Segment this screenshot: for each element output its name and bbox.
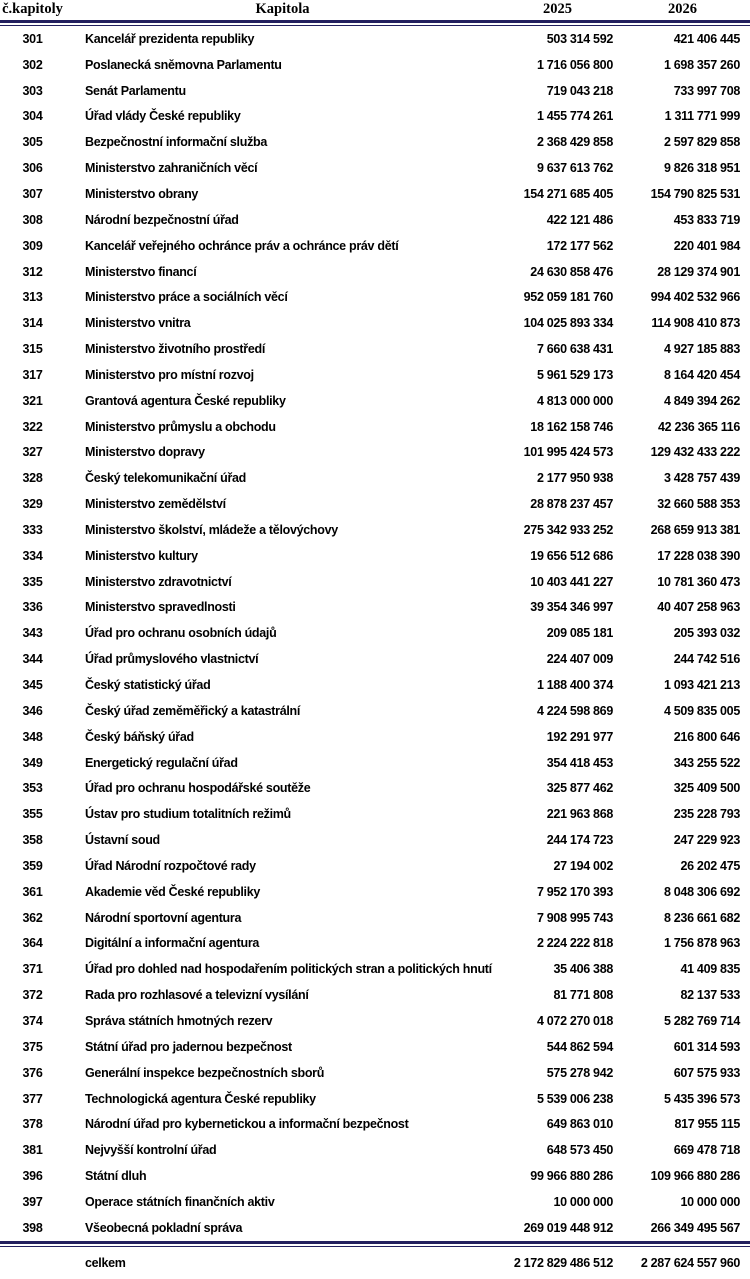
cell-2026: 325 409 500	[673, 781, 740, 796]
cell-2025: 10 403 441 227	[530, 574, 613, 589]
table-row	[0, 956, 750, 982]
table-row	[0, 801, 750, 827]
table-row	[0, 931, 750, 957]
cell-2026: 129 432 433 222	[650, 445, 740, 460]
cell-chapter-name: Ministerstvo pro místní rozvoj	[85, 367, 254, 382]
cell-2025: 5 961 529 173	[536, 367, 613, 382]
cell-2026: 42 236 365 116	[657, 419, 740, 434]
cell-chapter-number: 361	[22, 884, 43, 899]
cell-chapter-name: Národní sportovní agentura	[85, 910, 242, 925]
cell-chapter-name: Generální inspekce bezpečnostních sborů	[85, 1065, 325, 1080]
cell-chapter-number: 349	[22, 755, 43, 770]
cell-chapter-number: 313	[22, 290, 43, 305]
cell-chapter-number: 329	[22, 497, 43, 512]
cell-2025: 503 314 592	[546, 31, 613, 46]
cell-2025: 7 952 170 393	[536, 884, 613, 899]
table-row	[0, 104, 750, 130]
cell-chapter-name: Úřad pro ochranu hospodářské soutěže	[85, 781, 311, 796]
cell-2025: 209 085 181	[546, 626, 613, 641]
cell-2025: 81 771 808	[553, 988, 613, 1003]
cell-chapter-number: 322	[22, 419, 43, 434]
cell-2025: 35 406 388	[553, 962, 613, 977]
cell-2026: 247 229 923	[673, 833, 740, 848]
cell-2025: 1 188 400 374	[536, 678, 613, 693]
cell-2026: 1 093 421 213	[663, 678, 740, 693]
cell-chapter-number: 372	[22, 988, 43, 1003]
cell-chapter-number: 358	[22, 833, 43, 848]
cell-chapter-number: 309	[22, 238, 43, 253]
cell-chapter-name: Nejvyšší kontrolní úřad	[85, 1143, 217, 1158]
cell-chapter-number: 362	[22, 910, 43, 925]
cell-2026: 817 955 115	[674, 1117, 740, 1132]
cell-chapter-name: Úřad vlády České republiky	[85, 109, 241, 124]
cell-chapter-name: Ministerstvo práce a sociálních věcí	[85, 290, 288, 305]
cell-2025: 192 291 977	[546, 729, 613, 744]
cell-2025: 648 573 450	[546, 1143, 613, 1158]
column-header-2026: 2026	[668, 1, 697, 17]
column-header-chapter-number: č.kapitoly	[2, 1, 63, 17]
cell-chapter-name: Bezpečnostní informační služba	[85, 135, 268, 150]
table-row	[0, 310, 750, 336]
cell-chapter-name: Ministerstvo zdravotnictví	[85, 574, 232, 589]
cell-chapter-name: Úřad Národní rozpočtové rady	[85, 858, 256, 873]
cell-2025: 354 418 453	[546, 755, 613, 770]
table-row	[0, 362, 750, 388]
cell-chapter-number: 304	[22, 109, 43, 124]
table-row	[0, 569, 750, 595]
cell-chapter-number: 346	[22, 703, 43, 718]
table-row	[0, 1008, 750, 1034]
cell-2025: 649 863 010	[546, 1117, 613, 1132]
cell-2026: 32 660 588 353	[657, 497, 740, 512]
cell-chapter-name: Poslanecká sněmovna Parlamentu	[85, 57, 282, 72]
cell-chapter-name: Energetický regulační úřad	[85, 755, 238, 770]
cell-chapter-name: Technologická agentura České republiky	[85, 1091, 316, 1106]
table-row	[0, 724, 750, 750]
cell-2025: 24 630 858 476	[530, 264, 613, 279]
cell-chapter-name: Český báňský úřad	[85, 729, 194, 744]
cell-2026: 601 314 593	[673, 1039, 740, 1054]
cell-2025: 27 194 002	[553, 858, 613, 873]
table-row	[0, 233, 750, 259]
cell-2025: 7 660 638 431	[536, 342, 613, 357]
cell-2025: 18 162 158 746	[530, 419, 613, 434]
cell-2026: 220 401 984	[673, 238, 740, 253]
cell-chapter-name: Státní úřad pro jadernou bezpečnost	[85, 1039, 292, 1054]
table-row	[0, 259, 750, 285]
cell-chapter-number: 328	[22, 471, 43, 486]
cell-2025: 4 813 000 000	[536, 393, 613, 408]
cell-chapter-number: 314	[22, 316, 43, 331]
cell-2025: 2 224 222 818	[536, 936, 613, 951]
cell-2026: 4 927 185 883	[663, 342, 740, 357]
cell-2026: 1 698 357 260	[663, 57, 740, 72]
cell-2026: 205 393 032	[673, 626, 740, 641]
cell-chapter-name: Ministerstvo kultury	[85, 548, 198, 563]
cell-chapter-name: Český telekomunikační úřad	[85, 471, 247, 486]
cell-chapter-number: 306	[22, 161, 43, 176]
cell-2026: 421 406 445	[673, 31, 740, 46]
table-row	[0, 52, 750, 78]
cell-2025: 9 637 613 762	[536, 161, 613, 176]
cell-2026: 40 407 258 963	[657, 600, 740, 615]
cell-chapter-number: 381	[22, 1143, 43, 1158]
cell-2026: 1 311 771 999	[664, 109, 740, 124]
cell-2025: 269 019 448 912	[523, 1220, 613, 1235]
cell-2025: 1 455 774 261	[536, 109, 613, 124]
cell-chapter-name: Ministerstvo zahraničních věcí	[85, 161, 258, 176]
cell-chapter-number: 308	[22, 212, 43, 227]
table-row	[0, 207, 750, 233]
cell-chapter-number: 302	[22, 57, 43, 72]
cell-2025: 544 862 594	[546, 1039, 613, 1054]
cell-chapter-number: 315	[22, 342, 43, 357]
cell-2026: 266 349 495 567	[650, 1220, 740, 1235]
cell-chapter-name: Ministerstvo obrany	[85, 186, 199, 201]
cell-chapter-number: 375	[22, 1039, 43, 1054]
cell-2025: 221 963 868	[546, 807, 613, 822]
cell-chapter-name: Ministerstvo školství, mládeže a tělovýchovy	[85, 522, 338, 537]
table-row	[0, 181, 750, 207]
cell-chapter-number: 377	[22, 1091, 43, 1106]
cell-chapter-name: Úřad pro dohled nad hospodařením politických stran a politických hnutí	[85, 962, 492, 977]
cell-2025: 4 224 598 869	[536, 703, 613, 718]
cell-chapter-number: 344	[22, 652, 43, 667]
cell-2025: 172 177 562	[546, 238, 613, 253]
table-row	[0, 336, 750, 362]
table-row	[0, 1137, 750, 1163]
table-row	[0, 1086, 750, 1112]
cell-chapter-number: 371	[22, 962, 43, 977]
table-row	[0, 827, 750, 853]
cell-chapter-name: Kancelář veřejného ochránce práv a ochránce práv dětí	[85, 238, 399, 253]
cell-2026: 453 833 719	[673, 212, 740, 227]
cell-chapter-name: Český úřad zeměměřický a katastrální	[85, 703, 301, 718]
cell-chapter-number: 321	[22, 393, 43, 408]
table-row	[0, 26, 750, 52]
cell-chapter-number: 355	[22, 807, 43, 822]
table-row	[0, 284, 750, 310]
cell-chapter-number: 317	[22, 367, 43, 382]
total-row	[0, 1247, 750, 1279]
cell-chapter-number: 307	[22, 186, 43, 201]
cell-chapter-name: Správa státních hmotných rezerv	[85, 1013, 273, 1028]
cell-chapter-number: 334	[22, 548, 43, 563]
cell-chapter-name: Český statistický úřad	[85, 678, 211, 693]
cell-chapter-number: 376	[22, 1065, 43, 1080]
table-row	[0, 543, 750, 569]
cell-chapter-number: 396	[22, 1169, 43, 1184]
cell-chapter-number: 336	[22, 600, 43, 615]
cell-2026: 8 236 661 682	[663, 910, 740, 925]
cell-chapter-name: Národní úřad pro kybernetickou a informační bezpečnost	[85, 1117, 409, 1132]
cell-2025: 575 278 942	[546, 1065, 613, 1080]
cell-chapter-number: 398	[22, 1220, 43, 1235]
cell-chapter-number: 353	[22, 781, 43, 796]
cell-2026: 2 597 829 858	[663, 135, 740, 150]
cell-2026: 154 790 825 531	[650, 186, 740, 201]
total-2026: 2 287 624 557 960	[640, 1255, 740, 1270]
cell-2026: 669 478 718	[673, 1143, 740, 1158]
cell-chapter-name: Ministerstvo průmyslu a obchodu	[85, 419, 276, 434]
cell-chapter-name: Státní dluh	[85, 1169, 147, 1184]
total-label: celkem	[85, 1255, 126, 1270]
cell-2026: 82 137 533	[680, 988, 740, 1003]
cell-2025: 154 271 685 405	[523, 186, 613, 201]
cell-2025: 952 059 181 760	[523, 290, 613, 305]
cell-2026: 733 997 708	[673, 83, 740, 98]
table-body	[0, 26, 750, 1241]
cell-chapter-name: Úřad pro ochranu osobních údajů	[85, 626, 277, 641]
cell-2025: 7 908 995 743	[536, 910, 613, 925]
cell-chapter-name: Ministerstvo spravedlnosti	[85, 600, 236, 615]
cell-2026: 5 282 769 714	[663, 1013, 740, 1028]
table-row	[0, 1163, 750, 1189]
cell-2026: 244 742 516	[673, 652, 740, 667]
cell-2026: 3 428 757 439	[663, 471, 740, 486]
table-row	[0, 775, 750, 801]
cell-2026: 114 908 410 873	[651, 316, 740, 331]
cell-2026: 10 000 000	[680, 1194, 740, 1209]
cell-chapter-number: 327	[22, 445, 43, 460]
cell-2025: 10 000 000	[553, 1194, 613, 1209]
cell-2026: 10 781 360 473	[657, 574, 740, 589]
cell-2025: 275 342 933 252	[523, 522, 613, 537]
cell-2025: 325 877 462	[546, 781, 613, 796]
cell-chapter-name: Všeobecná pokladní správa	[85, 1220, 243, 1235]
column-header-chapter-name: Kapitola	[255, 1, 310, 17]
table-row	[0, 1060, 750, 1086]
cell-chapter-name: Ministerstvo vnitra	[85, 316, 191, 331]
table-row	[0, 1034, 750, 1060]
table-row	[0, 905, 750, 931]
table-row	[0, 879, 750, 905]
cell-2026: 5 435 396 573	[663, 1091, 740, 1106]
cell-2025: 2 368 429 858	[536, 135, 613, 150]
cell-chapter-name: Ministerstvo dopravy	[85, 445, 205, 460]
cell-chapter-name: Grantová agentura České republiky	[85, 393, 286, 408]
cell-2026: 994 402 532 966	[650, 290, 740, 305]
cell-2026: 4 509 835 005	[663, 703, 740, 718]
cell-2025: 2 177 950 938	[536, 471, 613, 486]
table-row	[0, 646, 750, 672]
cell-2026: 1 756 878 963	[663, 936, 740, 951]
cell-2025: 1 716 056 800	[536, 57, 613, 72]
cell-2025: 5 539 006 238	[536, 1091, 613, 1106]
table-row	[0, 155, 750, 181]
cell-chapter-number: 333	[22, 522, 43, 537]
table-row	[0, 414, 750, 440]
cell-chapter-name: Kancelář prezidenta republiky	[85, 31, 255, 46]
column-header-2025: 2025	[543, 1, 572, 17]
cell-chapter-number: 312	[22, 264, 43, 279]
cell-chapter-name: Digitální a informační agentura	[85, 936, 260, 951]
cell-chapter-number: 303	[22, 83, 43, 98]
cell-chapter-number: 397	[22, 1194, 43, 1209]
cell-2025: 101 995 424 573	[523, 445, 613, 460]
table-row	[0, 388, 750, 414]
cell-2026: 4 849 394 262	[663, 393, 740, 408]
cell-2026: 109 966 880 286	[650, 1169, 740, 1184]
table-row	[0, 129, 750, 155]
cell-2026: 268 659 913 381	[650, 522, 740, 537]
cell-chapter-name: Ministerstvo životního prostředí	[85, 342, 265, 357]
table-row	[0, 1111, 750, 1137]
cell-chapter-number: 359	[22, 858, 43, 873]
cell-2025: 39 354 346 997	[530, 600, 613, 615]
cell-2026: 343 255 522	[673, 755, 740, 770]
cell-chapter-name: Operace státních finančních aktiv	[85, 1194, 275, 1209]
cell-2025: 104 025 893 334	[523, 316, 613, 331]
cell-2025: 244 174 723	[546, 833, 613, 848]
cell-chapter-number: 345	[22, 678, 43, 693]
cell-2026: 8 164 420 454	[663, 367, 740, 382]
cell-2026: 41 409 835	[680, 962, 740, 977]
cell-chapter-name: Ministerstvo zemědělství	[85, 497, 226, 512]
table-row	[0, 672, 750, 698]
cell-2026: 28 129 374 901	[657, 264, 740, 279]
table-row	[0, 1189, 750, 1215]
cell-2026: 9 826 318 951	[663, 161, 740, 176]
cell-chapter-name: Úřad průmyslového vlastnictví	[85, 652, 259, 667]
cell-chapter-number: 374	[22, 1013, 43, 1028]
cell-chapter-name: Ústav pro studium totalitních režimů	[85, 807, 291, 822]
cell-2025: 28 878 237 457	[530, 497, 613, 512]
cell-2026: 8 048 306 692	[663, 884, 740, 899]
cell-chapter-name: Akademie věd České republiky	[85, 884, 261, 899]
table-row	[0, 853, 750, 879]
cell-2025: 19 656 512 686	[530, 548, 613, 563]
cell-2025: 422 121 486	[546, 212, 613, 227]
cell-2025: 4 072 270 018	[536, 1013, 613, 1028]
cell-2025: 224 407 009	[546, 652, 613, 667]
cell-chapter-name: Senát Parlamentu	[85, 83, 186, 98]
table-row	[0, 698, 750, 724]
table-row	[0, 465, 750, 491]
cell-2026: 607 575 933	[673, 1065, 740, 1080]
cell-chapter-number: 348	[22, 729, 43, 744]
cell-chapter-number: 301	[22, 31, 43, 46]
cell-2026: 235 228 793	[673, 807, 740, 822]
table-row	[0, 78, 750, 104]
table-row	[0, 517, 750, 543]
table-header-row	[0, 0, 750, 20]
cell-chapter-name: Ministerstvo financí	[85, 264, 197, 279]
table-row	[0, 491, 750, 517]
cell-chapter-number: 364	[22, 936, 43, 951]
cell-chapter-name: Národní bezpečnostní úřad	[85, 212, 239, 227]
table-row	[0, 620, 750, 646]
table-row	[0, 750, 750, 776]
table-row	[0, 440, 750, 466]
table-row	[0, 982, 750, 1008]
cell-2025: 719 043 218	[546, 83, 613, 98]
cell-2025: 99 966 880 286	[530, 1169, 613, 1184]
cell-chapter-number: 378	[22, 1117, 43, 1132]
cell-chapter-number: 343	[22, 626, 43, 641]
table-row	[0, 1215, 750, 1241]
cell-chapter-name: Rada pro rozhlasové a televizní vysílání	[85, 988, 309, 1003]
total-2025: 2 172 829 486 512	[513, 1255, 613, 1270]
cell-2026: 26 202 475	[680, 858, 740, 873]
cell-chapter-number: 335	[22, 574, 43, 589]
cell-2026: 17 228 038 390	[657, 548, 740, 563]
table-row	[0, 595, 750, 621]
cell-2026: 216 800 646	[673, 729, 740, 744]
cell-chapter-name: Ústavní soud	[85, 833, 160, 848]
cell-chapter-number: 305	[22, 135, 43, 150]
